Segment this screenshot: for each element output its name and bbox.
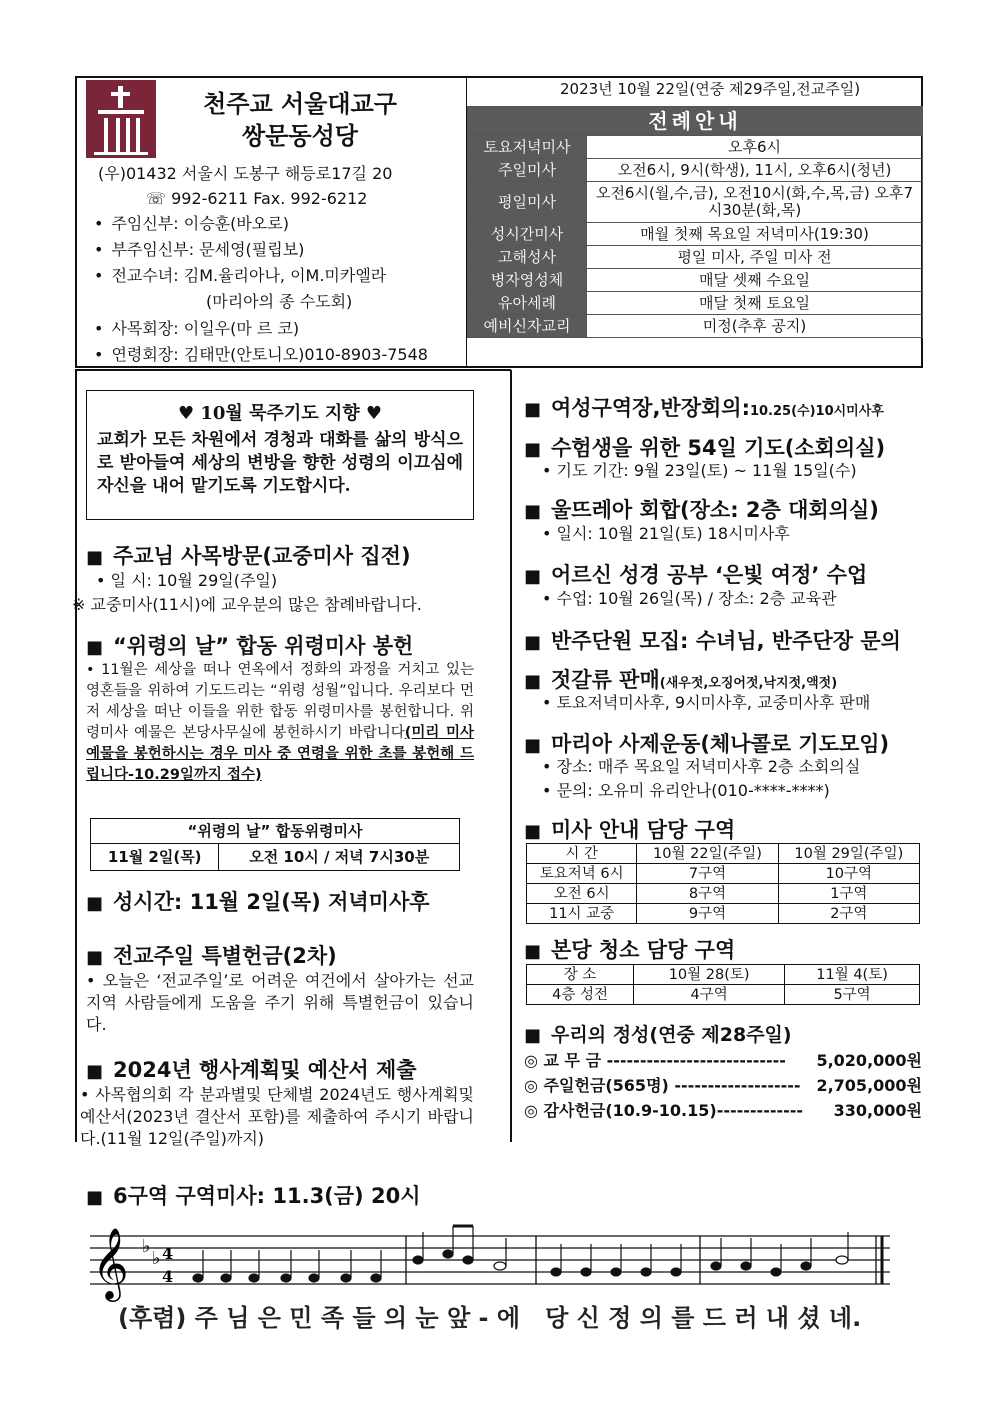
section-text: • 기도 기간: 9월 23일(토) ~ 11월 15일(수) [542,461,857,480]
rosary-intention-box [86,390,474,520]
section-text: • 장소: 매주 목요일 저녁미사후 2층 소회의실 [542,757,861,776]
section-text: • 사목협의회 각 분과별및 단체별 2024년도 행사계획및 예산서(2023년 결산서 포함)를 제출하여 주시기 바랍니다.(11월 12일(주일)까지) [80,1085,474,1148]
schedule-key: 토요저녁미사 [468,136,587,159]
table-cell: 장 소 [527,965,634,985]
table-cell: 1구역 [778,884,919,904]
section-title: ■ 마리아 사제운동(체나콜로 기도모임) [524,728,889,758]
table-cell: 11시 교중 [527,904,637,924]
section-text: ※ 교중미사(11시)에 교우분의 많은 참례바랍니다. [72,595,422,614]
section-title: ■ 수험생을 위한 54일 기도(소회의실) [524,432,885,462]
section-title: ■ 2024년 행사계획및 예산서 제출 [86,1054,417,1084]
section-title [524,392,884,422]
schedule-value: 매달 셋째 수요일 [587,269,923,292]
staff-assistant: • 부주임신부: 문세영(필립보) [94,238,304,262]
section-text: • 일시: 10월 21일(토) 18시미사후 [542,524,790,543]
schedule-value: 미정(추후 공지) [587,315,923,338]
section-text: • 수업: 10월 26일(목) / 장소: 2층 교육관 [542,589,837,608]
table-cell: 10월 22일(주일) [637,844,778,864]
church-logo [86,80,156,158]
schedule-key: 평일미사 [468,182,587,223]
music-staff [90,1222,890,1302]
svg-text:4: 4 [162,1244,174,1263]
left-column-top-border [75,369,511,371]
section-title: ■ 성시간: 11월 2일(목) 저녁미사후 [86,886,430,916]
staff-council: • 사목회장: 이일우(마 르 코) [94,317,299,341]
table-cell: 10월 29일(주일) [778,844,919,864]
table-cell: 시 간 [527,844,637,864]
table-cell: 토요저녁 6시 [527,864,637,884]
section-title [524,664,837,694]
section-text: • 토요저녁미사후, 9시미사후, 교중미사후 판매 [542,693,871,712]
memorial-mass-text: • 11월은 세상을 떠나 연옥에서 정화의 과정을 거치고 있는 영혼들을 위하여 기도드리는 “위령 성월”입니다. 우리보다 먼저 세상을 떠난 이들을 위한 합동 위령미사를 봉헌합니다. 위령미사 예물은 본당사무실에 봉헌하시기 바랍니다 [86,662,474,741]
section-title-text: 여성구역장,반장회의: [551,396,750,420]
schedule-value: 평일 미사, 주일 미사 전 [587,246,923,269]
memorial-mass-table [90,818,460,871]
schedule-key: 병자영성체 [468,269,587,292]
table-cell: 7구역 [637,864,778,884]
section-text: • 오늘은 ‘전교주일’로 어려운 여건에서 살아가는 선교지역 사람들에게 도움을 주기 위해 특별헌금이 있습니다. [86,971,474,1034]
section-title: ■ “위령의 날” 합동 위령미사 봉헌 [86,630,413,660]
offering-amount: 5,020,000원 [816,1051,922,1070]
staff-pastor: • 주임신부: 이승훈(바오로) [94,212,289,236]
memorial-table-time: 오전 10시 / 저녁 7시30분 [219,844,460,871]
phone: ☏ 992-6211 Fax. 992-6212 [146,189,368,208]
section-title: ■ 미사 안내 담당 구역 [524,814,735,844]
table-cell: 11월 4(토) [785,965,920,985]
section-text [86,660,474,786]
memorial-table-head: “위령의 날” 합동위령미사 [91,819,460,844]
address: (우)01432 서울시 도봉구 해등로17길 20 [98,164,393,183]
column-divider [510,370,512,1142]
schedule-key: 유아세례 [468,292,587,315]
schedule-key: 주일미사 [468,159,587,182]
section-title: ■ 전교주일 특별헌금(2차) [86,940,337,970]
table-cell: 4층 성전 [527,985,634,1005]
section-title: ■ 주교님 사목방문(교중미사 집전) [86,540,411,570]
cleaning-table [526,964,920,1005]
table-cell: 2구역 [778,904,919,924]
section-title: ■ 어르신 성경 공부 ‘은빛 여정’ 수업 [524,559,867,589]
schedule-key: 예비신자교리 [468,315,587,338]
table-cell: 8구역 [637,884,778,904]
offering-label: ◎ 교 무 금 --------------------------- [524,1051,786,1070]
table-cell: 오전 6시 [527,884,637,904]
church-name-line2: 쌍문동성당 [242,121,358,150]
table-cell: 10월 28(토) [634,965,785,985]
table-cell: 4구역 [634,985,785,1005]
schedule-value: 오전6시, 9시(학생), 11시, 오후6시(청년) [587,159,923,182]
left-column-border [75,370,77,1142]
church-name-line1: 천주교 서울대교구 [203,89,397,118]
offering-amount: 2,705,000원 [816,1076,922,1095]
section-title: ■ 6구역 구역미사: 11.3(금) 20시 [86,1180,420,1210]
schedule-key: 성시간미사 [468,223,587,246]
section-text: • 일 시: 10월 29일(주일) [96,571,278,590]
schedule-value: 매월 첫째 목요일 저녁미사(19:30) [587,223,923,246]
section-title: ■ 반주단원 모집: 수녀님, 반주단장 문의 [524,625,901,655]
section-title: ■ 울뜨레아 회합(장소: 2층 대회의실) [524,494,879,524]
rosary-text: 교회가 모든 차원에서 경청과 대화를 삶의 방식으로 받아들여 세상의 변방을 향한 성령의 이끄심에 자신을 내어 맡기도록 기도합시다. [97,430,463,496]
memorial-mass-note: (미리 미사예물을 봉헌하시는 경우 미사 중 연령을 위한 초를 봉헌해 드립니다-10.29일까지 접수) [86,725,474,783]
staff-funeral: • 연령회장: 김태만(안토니오)010-8903-7548 [94,343,428,367]
schedule-value: 오후6시 [587,136,923,159]
offering-row [524,1098,922,1123]
table-cell: 5구역 [785,985,920,1005]
offering-label: ◎ 감사헌금(10.9-10.15)------------- [524,1101,804,1120]
schedule-key: 고해성사 [468,246,587,269]
offering-amount: 330,000원 [833,1101,922,1120]
schedule-heading: 전례안내 [468,107,923,136]
offering-row [524,1073,922,1098]
section-title-note: (새우젓,오징어젓,낙지젓,액젓) [659,676,838,691]
date-line: 2023년 10월 22일(연중 제29주일,전교주일) [560,80,861,98]
offering-label: ◎ 주일헌금(565명) ------------------- [524,1076,801,1095]
rosary-title: ♥ 10월 묵주기도 지향 ♥ [177,403,383,424]
table-cell: 9구역 [637,904,778,924]
svg-text:𝄞: 𝄞 [92,1226,129,1299]
svg-text:♭: ♭ [142,1236,151,1257]
section-title-note: 10.25(수)10시미사후 [749,404,884,419]
section-title: ■ 본당 청소 담당 구역 [524,934,735,964]
table-cell: 10구역 [778,864,919,884]
liturgy-schedule-table [467,106,923,338]
svg-text:♭: ♭ [152,1248,161,1269]
offering-row [524,1048,922,1073]
section-text: • 문의: 오유미 유리안나(010-****-****) [542,781,830,800]
section-title-text: 젓갈류 판매 [551,668,660,692]
schedule-value: 오전6시(월,수,금), 오전10시(화,수,목,금) 오후7시30분(화,목) [587,182,923,223]
mass-guide-table [526,843,920,924]
section-title: ■ 우리의 정성(연중 제28주일) [524,1020,792,1047]
hymn-lyrics: (후렴) 주 님 은 민 족 들 의 눈 앞 - 에 당 신 정 의 를 드 러 내 셨 네. [118,1304,862,1332]
memorial-table-date: 11월 2일(목) [91,844,219,871]
schedule-value: 매달 첫째 토요일 [587,292,923,315]
svg-text:4: 4 [162,1267,174,1286]
staff-sisters: • 전교수녀: 김M.율리아나, 이M.미카엘라 [94,264,386,288]
staff-sisters-order: (마리아의 종 수도회) [206,292,353,311]
offerings-list [524,1048,922,1123]
